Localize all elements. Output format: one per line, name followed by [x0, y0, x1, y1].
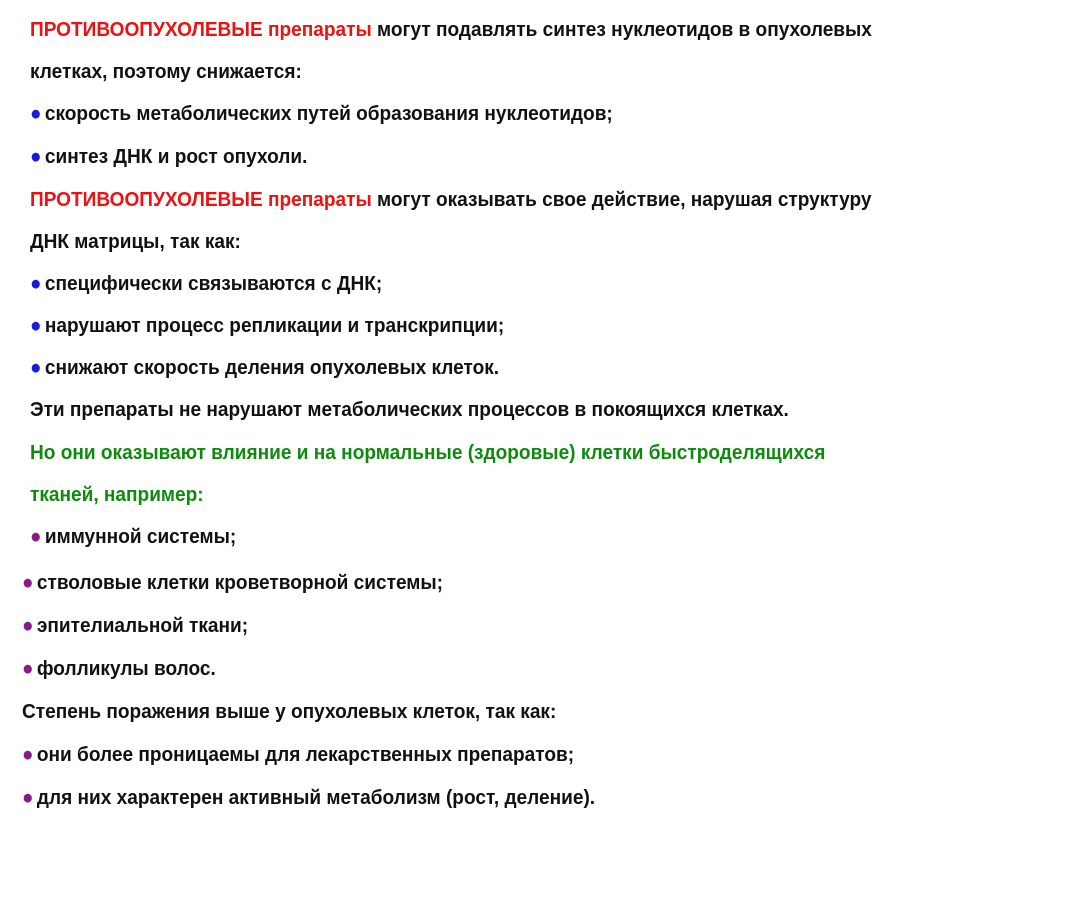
section2-subject: препараты	[267, 188, 372, 211]
bullet-text: эпителиальной ткани;	[36, 614, 249, 637]
bullet-icon: ●	[22, 657, 34, 680]
section2-text-line2: ДНК матрицы, так как:	[30, 230, 241, 253]
bullet-text: нарушают процесс репликации и транскрипции;	[44, 314, 505, 337]
section1-text-line1: могут подавлять синтез нуклеотидов в опухолевых	[377, 18, 872, 41]
section1-line1	[30, 17, 872, 43]
bullet-icon: ●	[30, 102, 42, 125]
bullet-text: снижают скорость деления опухолевых клеток.	[44, 356, 500, 379]
section2-bullet-3	[30, 355, 499, 381]
bullet-icon: ●	[30, 145, 42, 168]
bullet-icon: ●	[22, 614, 34, 637]
section1-bullet-2	[30, 144, 307, 170]
section2-keyword: ПРОТИВООПУХОЛЕВЫЕ	[30, 188, 263, 211]
section1-subject: препараты	[267, 18, 372, 41]
section1-line2	[30, 59, 302, 85]
section1-text-line2: клетках, поэтому снижается:	[30, 60, 302, 83]
bullet-icon: ●	[22, 571, 34, 594]
bullet-text: для них характерен активный метаболизм (рост, деление).	[36, 786, 596, 809]
bullet-text: фолликулы волос.	[36, 657, 216, 680]
section3-line1	[30, 440, 825, 466]
section3-bullet-3	[22, 613, 248, 639]
section3-bullet-2	[22, 570, 443, 596]
bullet-text: иммунной системы;	[44, 525, 237, 548]
section3-line2	[30, 482, 204, 508]
section2-bullet-1	[30, 271, 382, 297]
bullet-icon: ●	[30, 356, 42, 379]
bullet-text: они более проницаемы для лекарственных препаратов;	[36, 743, 575, 766]
statement-line	[30, 397, 789, 423]
bullet-icon: ●	[22, 786, 34, 809]
section1-keyword: ПРОТИВООПУХОЛЕВЫЕ	[30, 18, 263, 41]
bullet-text: специфически связываются с ДНК;	[44, 272, 383, 295]
section2-text-line1: могут оказывать свое действие, нарушая структуру	[377, 188, 872, 211]
section2-line2	[30, 229, 241, 255]
section4-bullet-2	[22, 785, 595, 811]
section2-bullet-2	[30, 313, 504, 339]
section3-text-line1: Но они оказывают влияние и на нормальные (здоровые) клетки быстроделящихся	[30, 441, 826, 464]
section3-bullet-4	[22, 656, 216, 682]
section4-text-line1: Степень поражения выше у опухолевых клеток, так как:	[22, 700, 557, 723]
section4-line1	[22, 699, 556, 725]
statement-text: Эти препараты не нарушают метаболических процессов в покоящихся клетках.	[30, 398, 789, 421]
bullet-icon: ●	[22, 743, 34, 766]
bullet-text: стволовые клетки кроветворной системы;	[36, 571, 444, 594]
bullet-text: скорость метаболических путей образования нуклеотидов;	[44, 102, 613, 125]
section3-text-line2: тканей, например:	[30, 483, 204, 506]
section4-bullet-1	[22, 742, 574, 768]
bullet-icon: ●	[30, 314, 42, 337]
bullet-icon: ●	[30, 525, 42, 548]
bullet-text: синтез ДНК и рост опухоли.	[44, 145, 308, 168]
bullet-icon: ●	[30, 272, 42, 295]
section1-bullet-1	[30, 101, 613, 127]
section2-line1	[30, 187, 871, 213]
section3-bullet-1	[30, 524, 236, 550]
